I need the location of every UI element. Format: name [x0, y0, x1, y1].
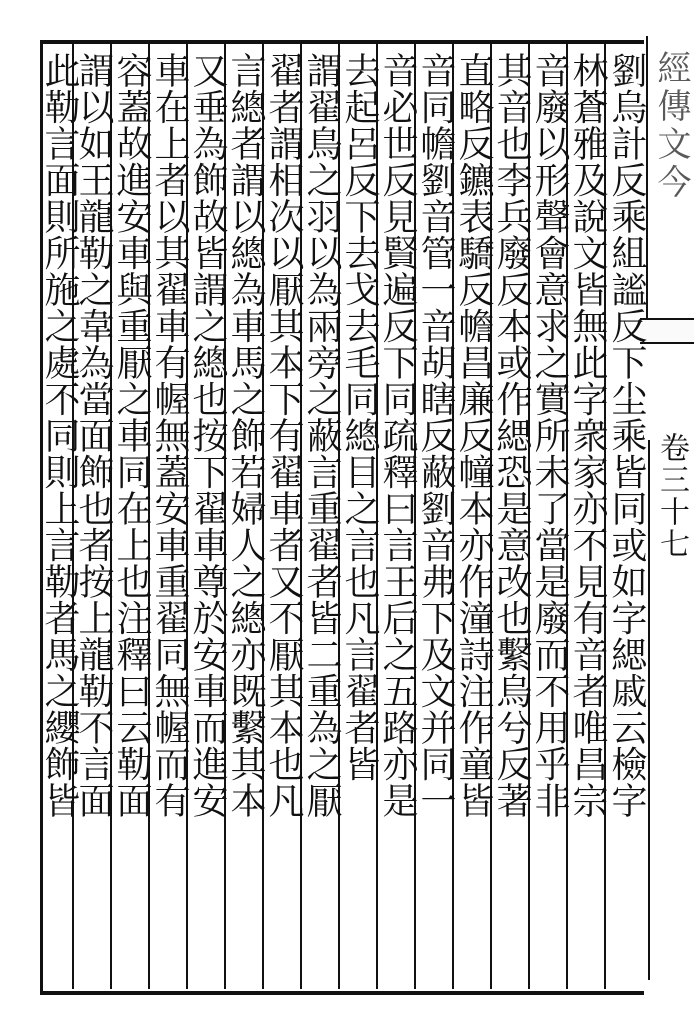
text-column-4: 其音也李兵廢反本或作緦恐是意改也繫烏兮反著: [491, 52, 532, 819]
text-column-13: 車在上者以其翟車有幄無蓋安車重翟同無幄而有: [149, 52, 190, 819]
text-column-8: 去起呂反下去戈去毛同總目之言也凡言翟者皆: [339, 52, 380, 782]
text-column-7: 音必世反見賢遍反下同疏釋曰言王后之五路亦是: [377, 52, 418, 819]
fold-strip: [640, 318, 694, 344]
text-column-11: 言總者謂以總為車馬之飾若婦人之總亦既繫其本: [225, 52, 266, 819]
text-column-14: 容蓋故進安車與重厭之車同在上也注釋曰云勒面: [111, 52, 152, 819]
text-column-10: 翟者謂相次以厭其本下有翟車者又不厭其本也凡: [263, 52, 304, 819]
text-column-1: 劉烏計反乘組謐反下尘乘皆同或如字緦戚云檢字: [606, 52, 647, 819]
text-column-15: 謂以如王龍勒之韋為當面飾也者按上龍勒不言面: [73, 52, 114, 819]
text-column-16: 此勒言面則所施之處不同則上言勒者馬之纓飾皆: [39, 52, 80, 819]
juan-label: 卷三十七: [654, 432, 689, 560]
text-column-3: 音廢以形聲會意求之實所未了當是廢而不用乎非: [529, 52, 570, 819]
text-column-9: 謂翟鳥之羽以為兩旁之蔽言重翟者皆二重為之厭: [301, 52, 342, 819]
text-column-2: 林蒼雅及說文皆無此字衆家亦不見有音者唯昌宗: [567, 52, 608, 819]
text-column-6: 音同幨劉音管一音胡瞎反蔽劉音弗下及文并同一: [415, 52, 456, 819]
text-column-5: 直略反鑣表驕反幨昌廉反幢本亦作潼詩注作童皆: [453, 52, 494, 819]
text-column-12: 又垂為飾故皆謂之總也按下翟車尊於安車而進安: [187, 52, 228, 819]
edge-title-text: 經傳文今: [651, 50, 691, 202]
